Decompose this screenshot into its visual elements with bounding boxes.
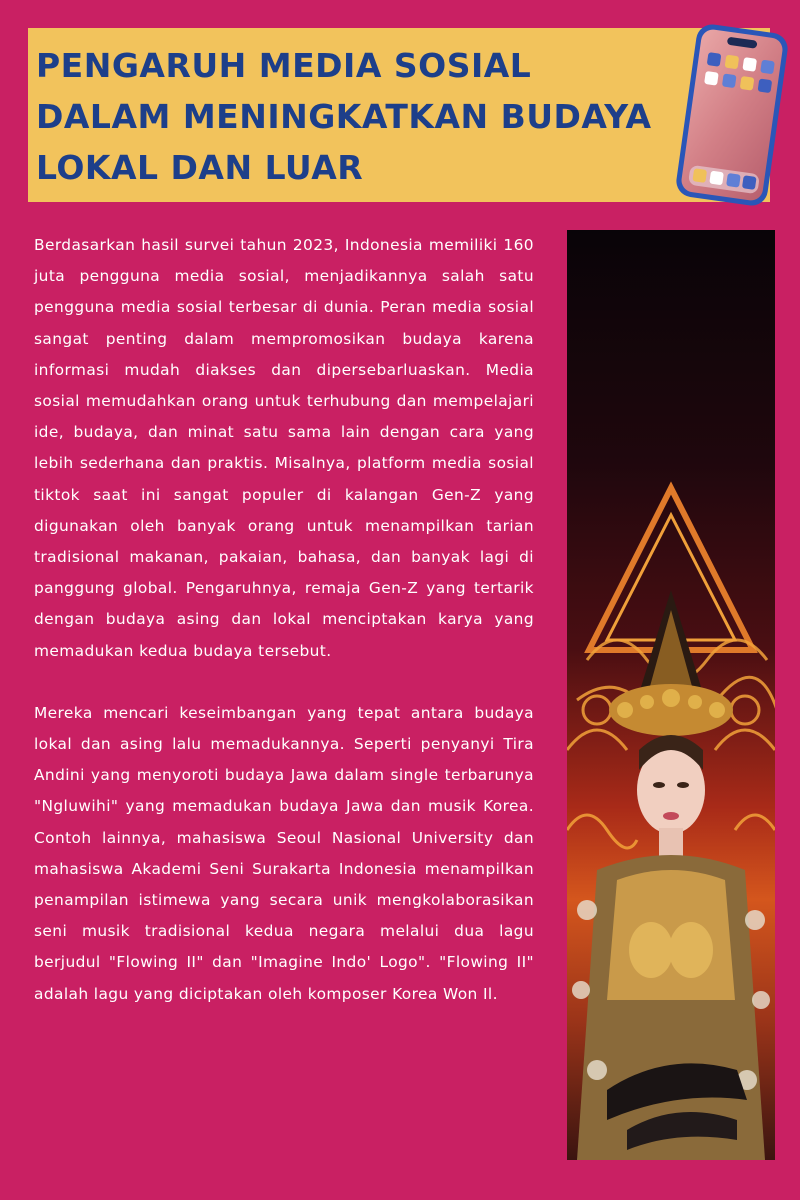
- title-line-1: PENGARUH MEDIA SOSIAL: [36, 46, 532, 85]
- title-banner: [28, 28, 770, 202]
- title-line-2: DALAM MENINGKATKAN BUDAYA: [36, 97, 652, 136]
- article-body: [34, 230, 534, 1010]
- article-paragraph-1: Berdasarkan hasil survei tahun 2023, Indonesia memiliki 160 juta pengguna media sosial, menjadikannya salah satu pengguna media sosial terbesar di dunia. Peran media sosial sangat penting dalam mempromosikan budaya karena informasi mudah diakses dan dipersebarluaskan. Media sosial memudahkan orang untuk terhubung dan mempelajari ide, budaya, dan minat satu sama lain dengan cara yang lebih sederhana dan praktis. Misalnya, platform media sosial tiktok saat ini sangat populer di kalangan Gen-Z yang digunakan oleh banyak orang untuk menampilkan tarian tradisional makanan, pakaian, bahasa, dan banyak lagi di panggung global. Pengaruhnya, remaja Gen-Z yang tertarik dengan budaya asing dan lokal menciptakan karya yang memadukan kedua budaya tersebut.: [34, 236, 534, 660]
- dancer-photo: [567, 230, 775, 1160]
- article-paragraph-2: Mereka mencari keseimbangan yang tepat antara budaya lokal dan asing lalu memadukannya. Seperti penyanyi Tira Andini yang menyoroti budaya Jawa dalam single terbarunya "Ngluwihi" yang memadukan budaya Jawa dan musik Korea. Contoh lainnya, mahasiswa Seoul Nasional University dan mahasiswa Akademi Seni Surakarta Indonesia menampilkan penampilan istimewa yang secara unik mengkolaborasikan seni musik tradisional kedua negara melalui dua lagu berjudul "Flowing II" dan "Imagine Indo' Logo". "Flowing II" adalah lagu yang diciptakan oleh komposer Korea Won Il.: [34, 703, 534, 1003]
- smartphone-icon: [672, 20, 792, 210]
- title-line-3: LOKAL DAN LUAR: [36, 148, 364, 187]
